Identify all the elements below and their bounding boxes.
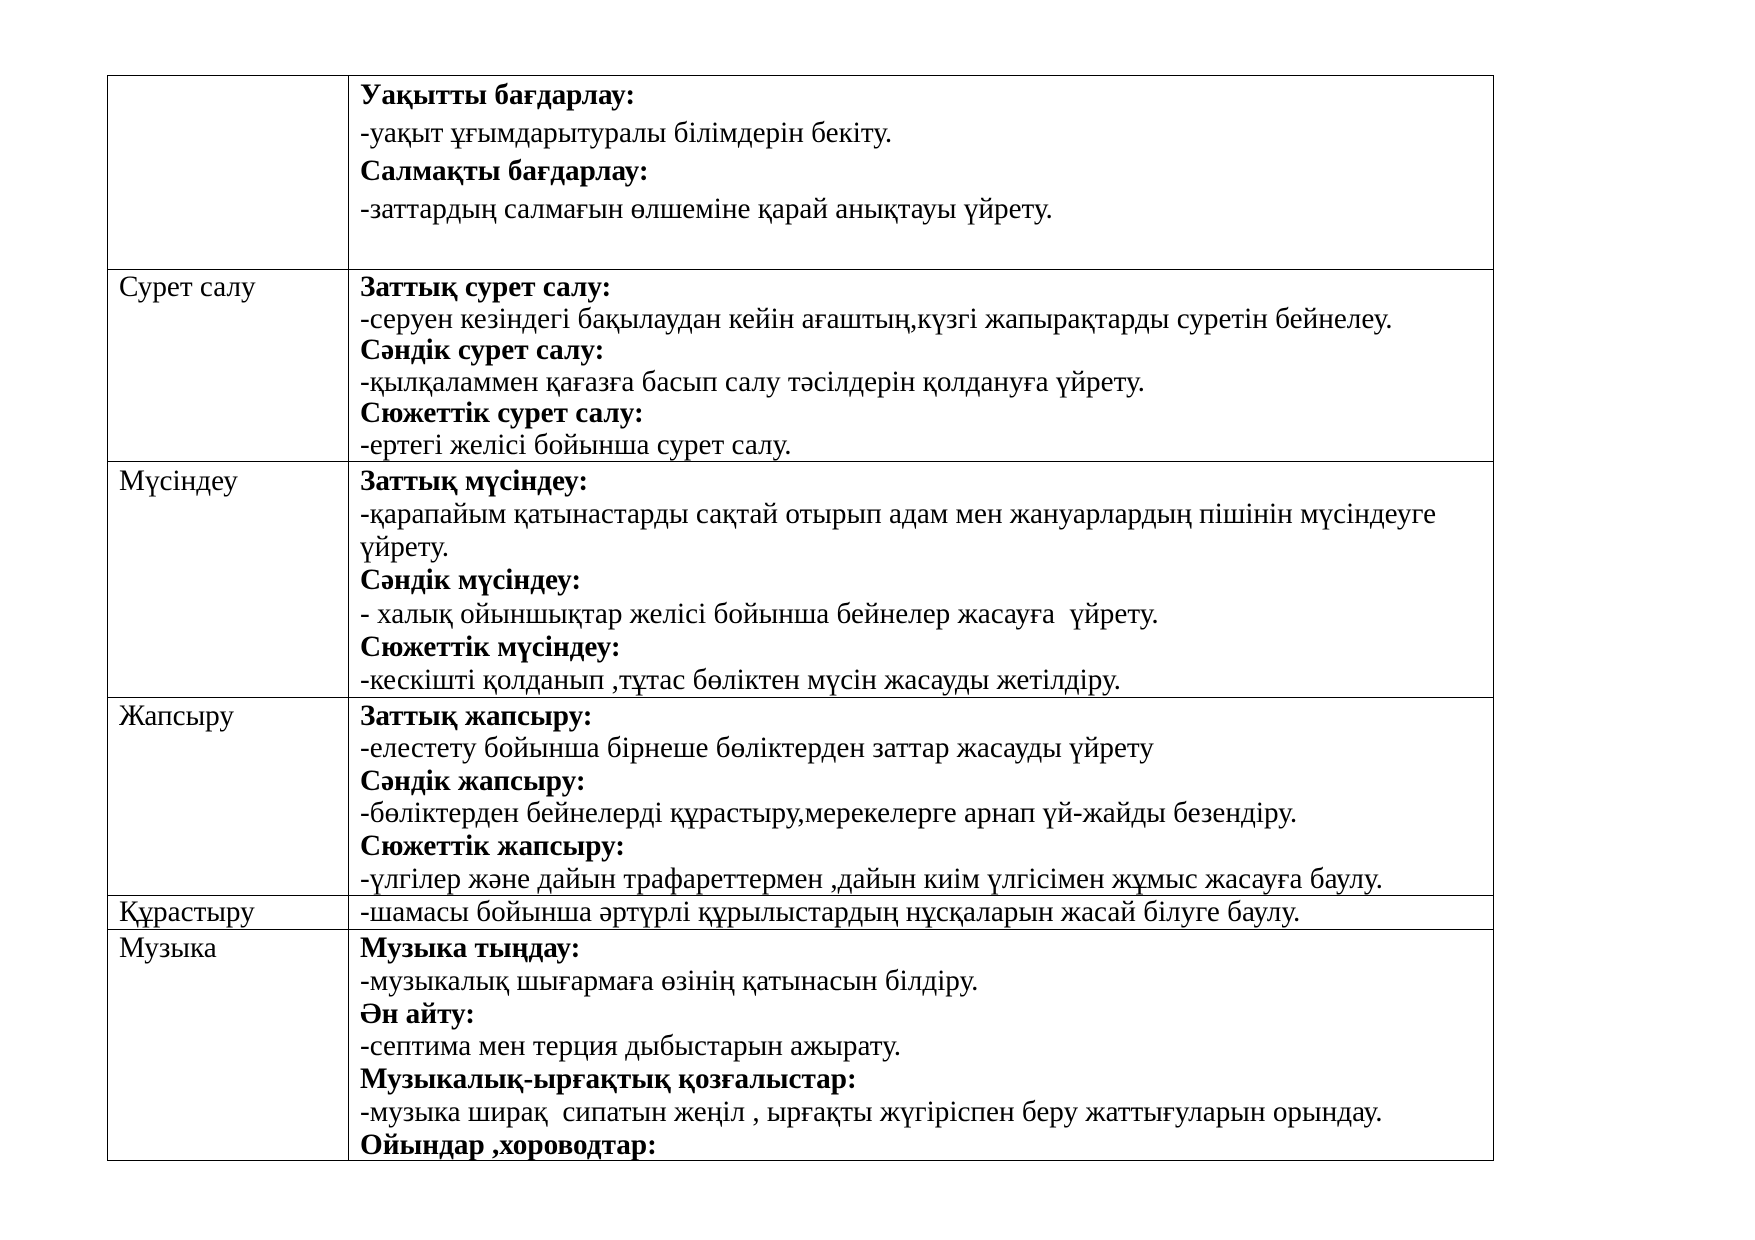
content-section (360, 564, 1487, 631)
content-section (360, 896, 1487, 929)
content-section (360, 998, 1487, 1064)
section-heading: Сюжеттік мүсіндеу: (360, 630, 621, 663)
section-heading: Заттық сурет салу: (360, 271, 612, 303)
row-label-cell (108, 76, 349, 270)
section-text: -уақыт ұғымдарытуралы білімдерін бекіту. (360, 117, 893, 149)
curriculum-table (107, 75, 1494, 1161)
section-heading: Сәндік сурет салу: (360, 334, 605, 367)
section-heading: Заттық мүсіндеу: (360, 464, 589, 497)
section-heading: Ойындар ,хороводтар: (360, 1128, 657, 1161)
row-label: Мүсіндеу (119, 464, 238, 497)
content-section (360, 272, 1487, 335)
content-section (360, 465, 1487, 565)
row-content-cell (349, 698, 1494, 896)
content-section (360, 398, 1487, 461)
content-section (360, 631, 1487, 698)
section-text: -қарапайым қатынастарды сақтай отырып адам мен жануарлардың пішінін мүсіндеуге (360, 497, 1437, 530)
section-heading: Сюжеттік сурет салу: (360, 397, 644, 430)
row-content-cell (349, 270, 1494, 462)
content-section (360, 76, 1487, 152)
section-heading: Уақытты бағдарлау: (360, 79, 636, 111)
section-heading: Салмақты бағдарлау: (360, 155, 649, 187)
section-text: -ертегі желісі бойынша сурет салу. (360, 428, 792, 461)
section-text: -септима мен терция дыбыстарын ажырату. (360, 1030, 902, 1063)
row-content-cell (349, 462, 1494, 698)
section-text: -музыкалық шығармаға өзінің қатынасын білдіру. (360, 964, 979, 997)
row-label: Құрастыру (119, 896, 255, 928)
row-content-cell (349, 930, 1494, 1161)
row-label-cell (108, 462, 349, 698)
row-label-cell (108, 698, 349, 896)
section-text: -музыка ширақ сипатын жеңіл , ырғақты жүгіріспен беру жаттығуларын орындау. (360, 1095, 1383, 1128)
row-label-cell (108, 270, 349, 462)
content-section (360, 830, 1487, 895)
row-label-cell (108, 896, 349, 930)
row-content-cell (349, 76, 1494, 270)
section-text: -қылқаламмен қағазға басып салу тәсілдерін қолдануға үйрету. (360, 365, 1145, 398)
section-heading: Заттық жапсыру: (360, 699, 593, 732)
section-text: үйрету. (360, 531, 450, 564)
section-text: - халық ойыншықтар желісі бойынша бейнелер жасауға үйрету. (360, 597, 1159, 630)
section-text: -үлгілер және дайын трафареттермен ,дайын киім үлгісімен жұмыс жасауға баулу. (360, 862, 1383, 895)
section-text: -шамасы бойынша әртүрлі құрылыстардың нұсқаларын жасай білуге баулу. (360, 896, 1301, 928)
section-heading: Сәндік мүсіндеу: (360, 564, 582, 597)
section-heading: Ән айту: (360, 997, 475, 1030)
section-heading: Музыкалық-ырғақтық қозғалыстар: (360, 1063, 857, 1096)
content-section (360, 932, 1487, 998)
section-text: -кескішті қолданып ,тұтас бөліктен мүсін жасауды жетілдіру. (360, 664, 1121, 697)
section-heading: Музыка тыңдау: (360, 932, 581, 964)
section-text: -бөліктерден бейнелерді құрастыру,мерекелерге арнап үй-жайды безендіру. (360, 797, 1298, 830)
content-section (360, 1063, 1487, 1129)
content-section (360, 765, 1487, 830)
section-text: -елестету бойынша бірнеше бөліктерден заттар жасауды үйрету (360, 732, 1154, 765)
content-section (360, 700, 1487, 765)
content-section (360, 152, 1487, 228)
section-text: -заттардың салмағын өлшеміне қарай анықтауы үйрету. (360, 193, 1053, 225)
row-label-cell (108, 930, 349, 1161)
row-label: Сурет салу (119, 271, 256, 303)
section-heading: Сәндік жапсыру: (360, 764, 586, 797)
content-section (360, 1129, 1487, 1161)
row-label: Музыка (119, 932, 217, 964)
section-heading: Сюжеттік жапсыру: (360, 829, 625, 862)
row-content-cell (349, 896, 1494, 930)
section-text: -серуен кезіндегі бақылаудан кейін ағаштың,күзгі жапырақтарды суретін бейнелеу. (360, 302, 1393, 335)
content-section (360, 335, 1487, 398)
row-label: Жапсыру (119, 699, 234, 732)
